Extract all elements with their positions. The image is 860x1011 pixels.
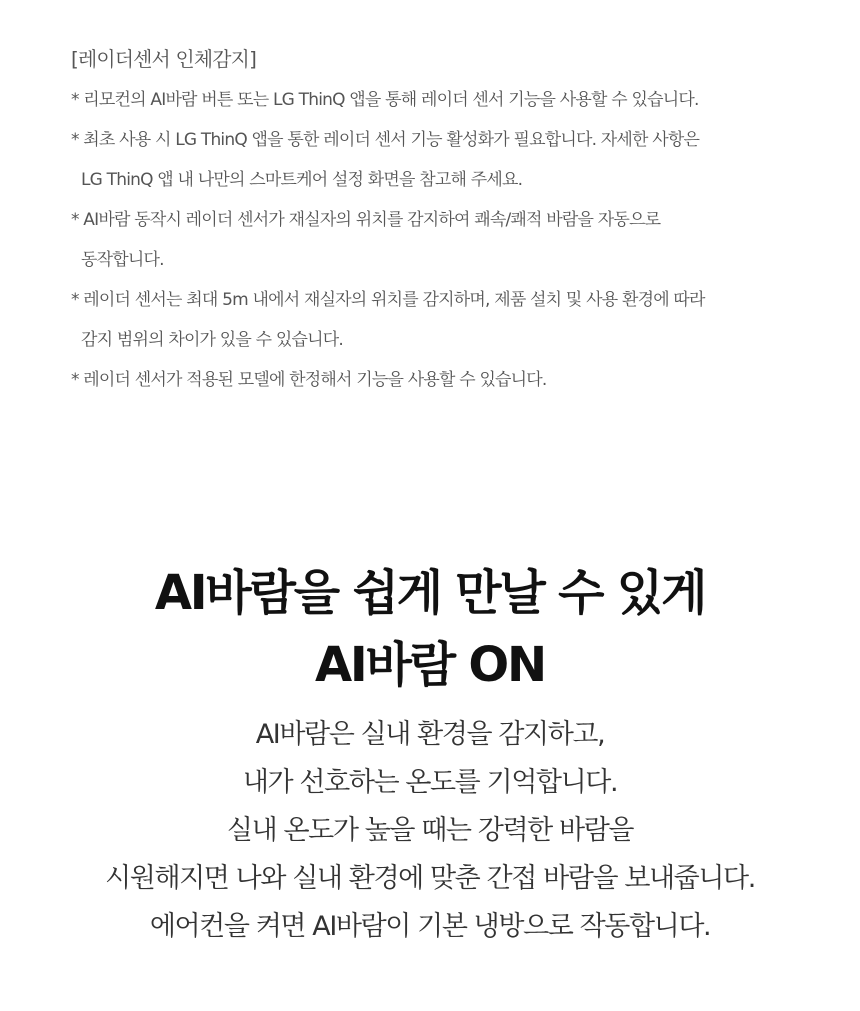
note-item-continuation: 동작합니다. [81, 250, 164, 270]
note-item: * 레이더 센서는 최대 5m 내에서 재실자의 위치를 감지하며, 제품 설치 및 사용 환경에 따라 [71, 290, 705, 310]
hero-title-line2: AI바람 ON [314, 637, 546, 693]
hero-desc-line: AI바람은 실내 환경을 감지하고, [255, 719, 605, 750]
hero-description [0, 711, 860, 951]
notes-heading: [레이더센서 인체감지] [71, 48, 257, 71]
hero-desc-line: 에어컨을 켜면 AI바람이 기본 냉방으로 작동합니다. [149, 911, 711, 942]
hero-desc-line: 내가 선호하는 온도를 기억합니다. [242, 767, 618, 798]
hero-desc-line: 실내 온도가 높을 때는 강력한 바람을 [226, 815, 634, 846]
note-item: * 최초 사용 시 LG ThinQ 앱을 통한 레이더 센서 기능 활성화가 필요합니다. 자세한 사항은 [71, 130, 700, 150]
note-item: * 리모컨의 AI바람 버튼 또는 LG ThinQ 앱을 통해 레이더 센서 기능을 사용할 수 있습니다. [71, 90, 699, 110]
note-item-continuation: LG ThinQ 앱 내 나만의 스마트케어 설정 화면을 참고해 주세요. [81, 170, 523, 190]
hero-desc-line: 시원해지면 나와 실내 환경에 맞춘 간접 바람을 보내줍니다. [105, 863, 755, 894]
ai-wind-hero [0, 557, 860, 951]
hero-title-line1: AI바람을 쉽게 만날 수 있게 [154, 565, 706, 621]
note-item: * 레이더 센서가 적용된 모델에 한정해서 기능을 사용할 수 있습니다. [71, 370, 547, 390]
hero-title [0, 557, 860, 701]
note-item: * AI바람 동작시 레이더 센서가 재실자의 위치를 감지하여 쾌속/쾌적 바람을 자동으로 [71, 210, 661, 230]
radar-sensor-notes [71, 40, 791, 400]
note-item-continuation: 감지 범위의 차이가 있을 수 있습니다. [81, 330, 343, 350]
